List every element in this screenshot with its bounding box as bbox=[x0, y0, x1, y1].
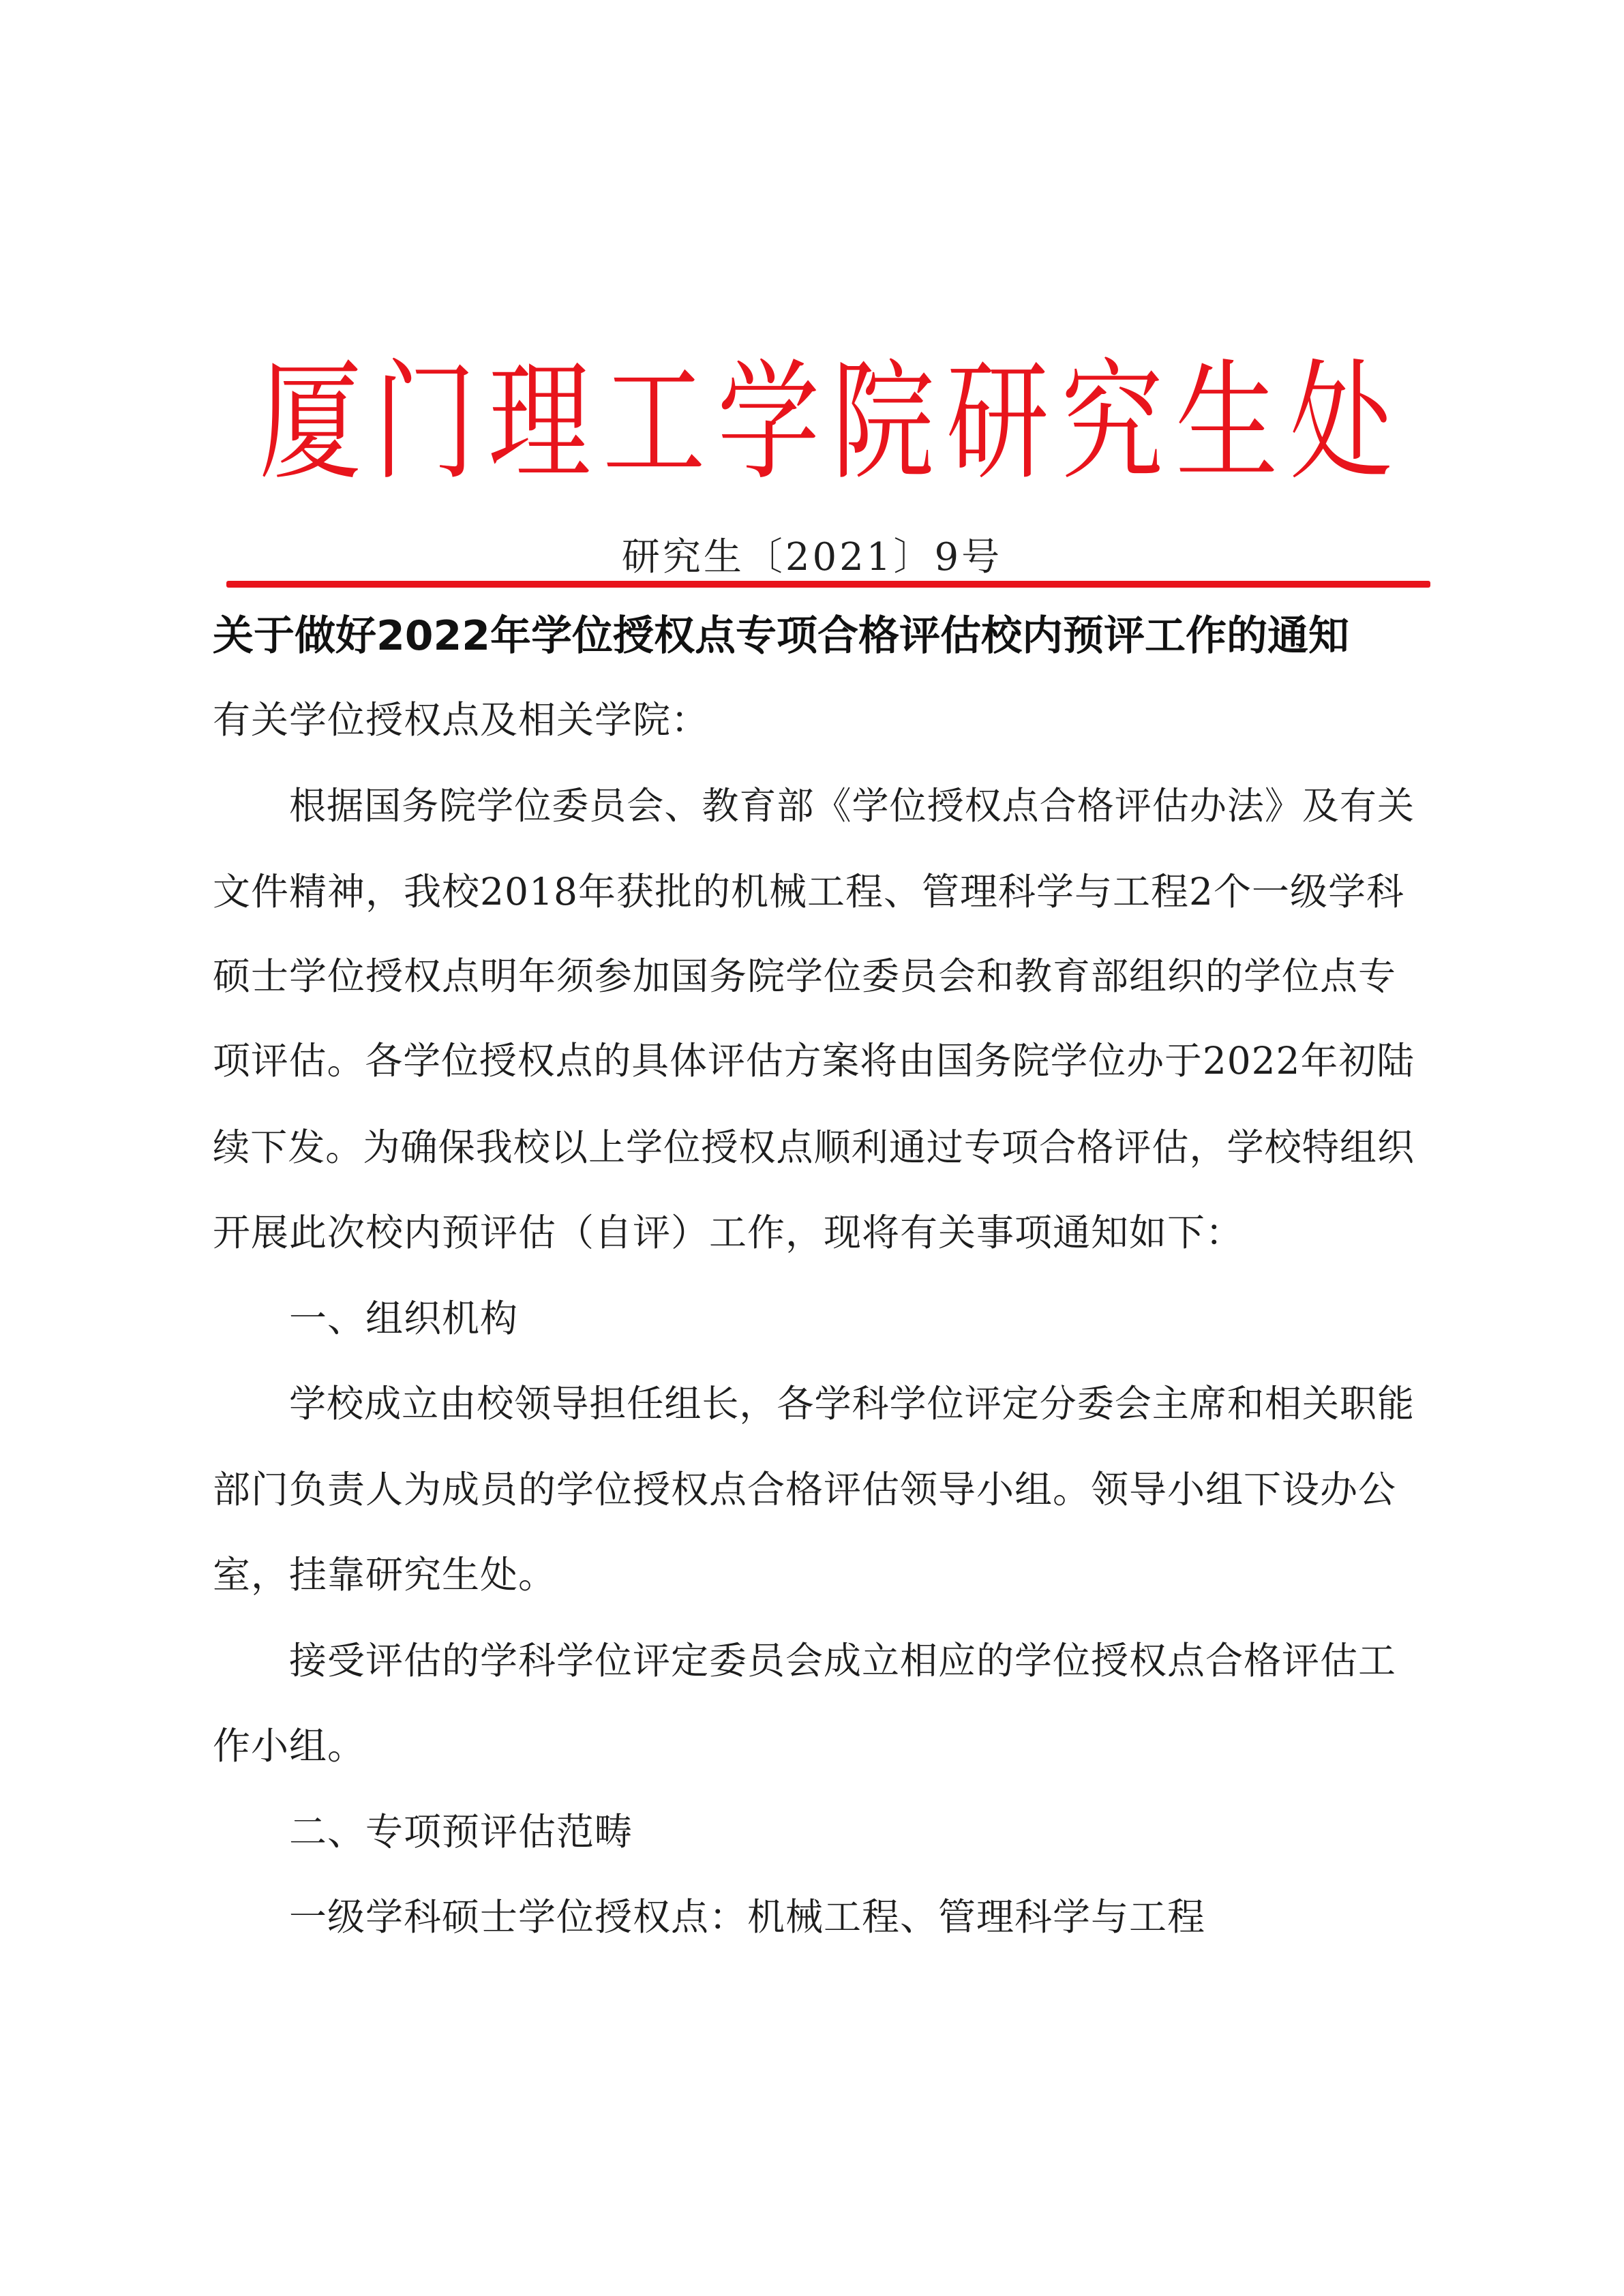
body-line-9: 部门负责人为成员的学位授权点合格评估领导小组。领导小组下设办公 bbox=[213, 1468, 1397, 1511]
body-line-5: 续下发。为确保我校以上学位授权点顺利通过专项合格评估，学校特组织 bbox=[213, 1126, 1415, 1169]
notice-title: 关于做好2022年学位授权点专项合格评估校内预评工作的通知 bbox=[213, 612, 1349, 660]
section-heading-2: 二、专项预评估范畴 bbox=[289, 1810, 633, 1854]
body-line-14: 一级学科硕士学位授权点：机械工程、管理科学与工程 bbox=[289, 1895, 1206, 1939]
body-line-8: 学校成立由校领导担任组长，各学科学位评定分委会主席和相关职能 bbox=[289, 1382, 1415, 1425]
section-heading-1: 一、组织机构 bbox=[289, 1297, 519, 1340]
body-line-12: 作小组。 bbox=[213, 1724, 366, 1768]
body-line-1: 根据国务院学位委员会、教育部《学位授权点合格评估办法》及有关 bbox=[289, 784, 1415, 828]
addressee-line: 有关学位授权点及相关学院： bbox=[213, 698, 710, 742]
document-number: 研究生〔2021〕9号 bbox=[621, 535, 1003, 579]
letterhead-org-name: 厦门理工学院研究生处 bbox=[259, 347, 1405, 498]
body-line-2: 文件精神，我校2018年获批的机械工程、管理科学与工程2个一级学科 bbox=[213, 870, 1404, 913]
body-line-11: 接受评估的学科学位评定委员会成立相应的学位授权点合格评估工 bbox=[289, 1639, 1397, 1682]
body-line-4: 项评估。各学位授权点的具体评估方案将由国务院学位办于2022年初陆 bbox=[213, 1039, 1415, 1083]
red-divider-rule bbox=[226, 581, 1430, 588]
body-line-3: 硕士学位授权点明年须参加国务院学位委员会和教育部组织的学位点专 bbox=[213, 954, 1397, 998]
body-line-6: 开展此次校内预评估（自评）工作，现将有关事项通知如下： bbox=[213, 1211, 1244, 1254]
body-line-10: 室，挂靠研究生处。 bbox=[213, 1553, 557, 1597]
